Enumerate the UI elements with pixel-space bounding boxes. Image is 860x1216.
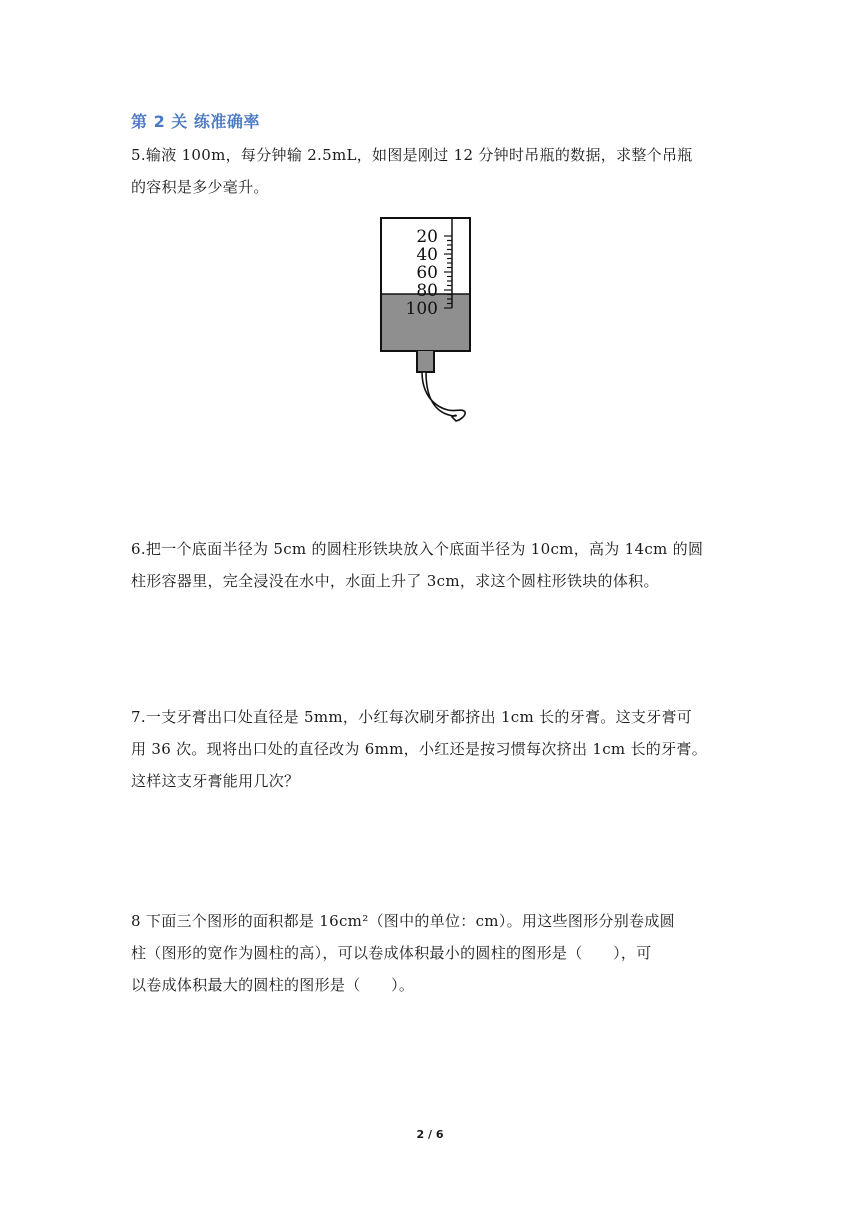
section-heading: 第 2 关 练准确率 bbox=[131, 112, 260, 131]
question-7 bbox=[131, 701, 731, 797]
question-5-line-2: 的容积是多少毫升。 bbox=[131, 178, 269, 196]
scale-label-100: 100 bbox=[405, 299, 438, 319]
scale-label-60: 60 bbox=[416, 263, 438, 283]
question-7-line-2: 用 36 次。现将出口处的直径改为 6mm，小红还是按习惯每次挤出 1cm 长的牙膏。 bbox=[131, 740, 707, 758]
page-indicator: 2 / 6 bbox=[416, 1128, 444, 1141]
page-footer bbox=[0, 1128, 860, 1141]
question-6-line-2: 柱形容器里，完全浸没在水中，水面上升了 3cm，求这个圆柱形铁块的体积。 bbox=[131, 572, 659, 590]
question-8-line-3: 以卷成体积最大的圆柱的图形是（ ）。 bbox=[131, 976, 415, 994]
question-8-line-1: 8 下面三个图形的面积都是 16cm²（图中的单位：cm）。用这些图形分别卷成圆 bbox=[131, 912, 675, 930]
scale-label-20: 20 bbox=[416, 227, 438, 247]
question-5 bbox=[131, 139, 731, 203]
question-5-line-1: 5.输液 100m，每分钟输 2.5mL，如图是刚过 12 分钟时吊瓶的数据，求整个吊瓶 bbox=[131, 146, 693, 164]
bottle-neck bbox=[417, 351, 434, 372]
question-6 bbox=[131, 533, 731, 597]
scale-label-80: 80 bbox=[416, 281, 438, 301]
question-7-line-1: 7.一支牙膏出口处直径是 5mm，小红每次刷牙都挤出 1cm 长的牙膏。这支牙膏可 bbox=[131, 708, 693, 726]
question-8-line-2: 柱（图形的宽作为圆柱的高），可以卷成体积最小的圆柱的图形是（ ），可 bbox=[131, 944, 652, 962]
question-7-line-3: 这样这支牙膏能用几次？ bbox=[131, 772, 300, 790]
question-8 bbox=[131, 905, 731, 1001]
scale-label-40: 40 bbox=[416, 245, 438, 265]
drip-tube bbox=[422, 372, 465, 421]
iv-bottle-figure bbox=[372, 214, 482, 426]
question-6-line-1: 6.把一个底面半径为 5cm 的圆柱形铁块放入个底面半径为 10cm，高为 14cm 的圆 bbox=[131, 540, 704, 558]
